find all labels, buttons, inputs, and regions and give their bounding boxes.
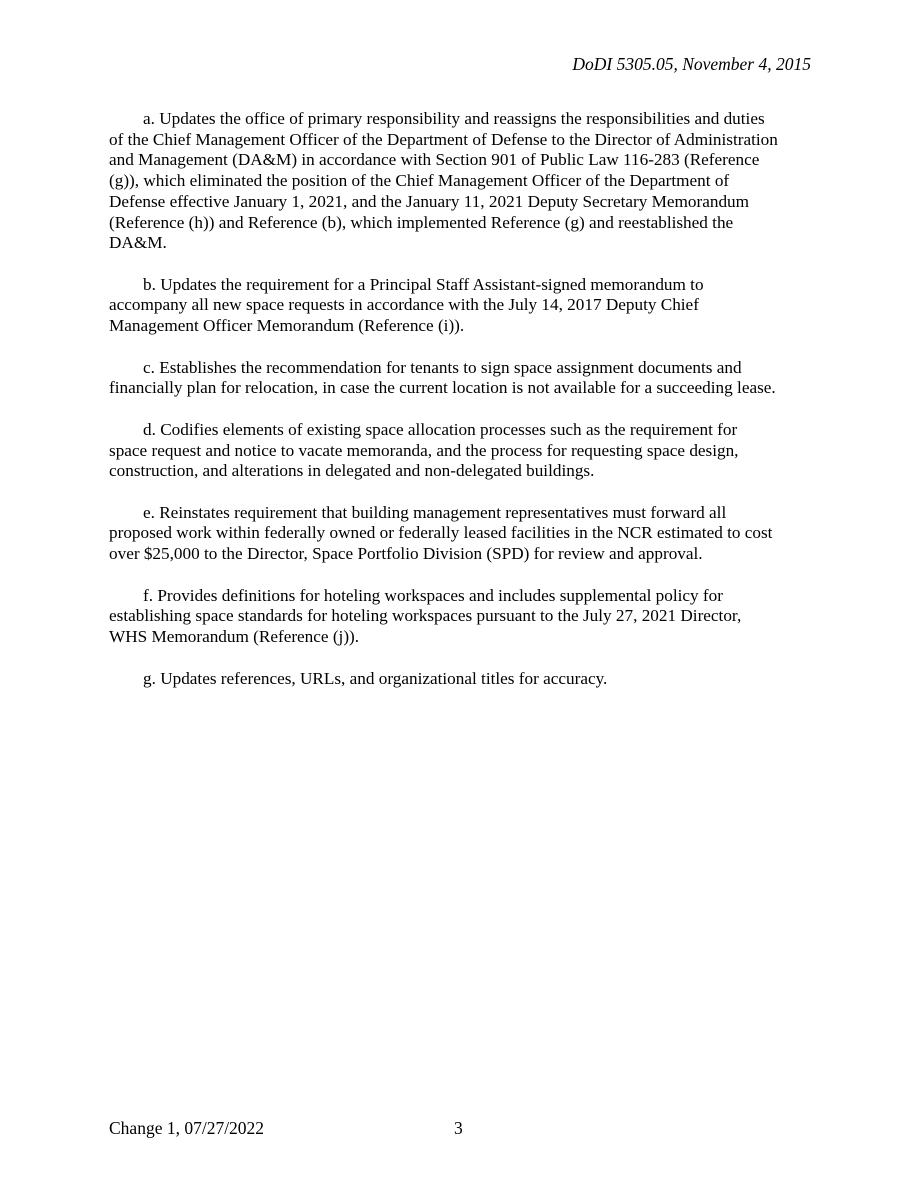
paragraph-b: b. Updates the requirement for a Principal Staff Assistant-signed memorandum to accompany all new space requests in accordance with the July 14, 2017 Deputy Chief Management Officer Memorandum (Reference (i)). — [109, 274, 704, 336]
change-note: Change 1, 07/27/2022 — [109, 1118, 265, 1138]
paragraph-f: f. Provides definitions for hoteling workspaces and includes supplemental policy for establishing space standards for hoteling workspaces pursuant to the July 27, 2021 Director, WHS Memorandum (Reference (j)). — [109, 585, 742, 647]
paragraph-c: c. Establishes the recommendation for tenants to sign space assignment documents and financially plan for relocation, in case the current location is not available for a succeeding lease. — [109, 357, 776, 398]
paragraph-a: a. Updates the office of primary responsibility and reassigns the responsibilities and duties of the Chief Management Officer of the Department of Defense to the Director of Administration and Management (DA&M) in accordance with Section 901 of Public Law 116-283 (Reference (g)), which eliminated the position of the Chief Management Officer of the Department of Defense effective January 1, 2021, and the January 11, 2021 Deputy Secretary Memorandum (Reference (h)) and Reference (b), which implemented Reference (g) and reestablished the DA&M. — [109, 109, 778, 253]
paragraph-g: g. Updates references, URLs, and organizational titles for accuracy. — [143, 668, 608, 688]
document-header: DoDI 5305.05, November 4, 2015 — [572, 54, 811, 74]
paragraph-e: e. Reinstates requirement that building management representatives must forward all proposed work within federally owned or federally leased facilities in the NCR estimated to cost over $25,000 to the Director, Space Portfolio Division (SPD) for review and approval. — [109, 502, 773, 564]
paragraph-d: d. Codifies elements of existing space allocation processes such as the requirement for space request and notice to vacate memoranda, and the process for requesting space design, construction, and alterations in delegated and non-delegated buildings. — [109, 419, 739, 481]
document-body — [109, 109, 812, 710]
page-number: 3 — [454, 1118, 463, 1138]
